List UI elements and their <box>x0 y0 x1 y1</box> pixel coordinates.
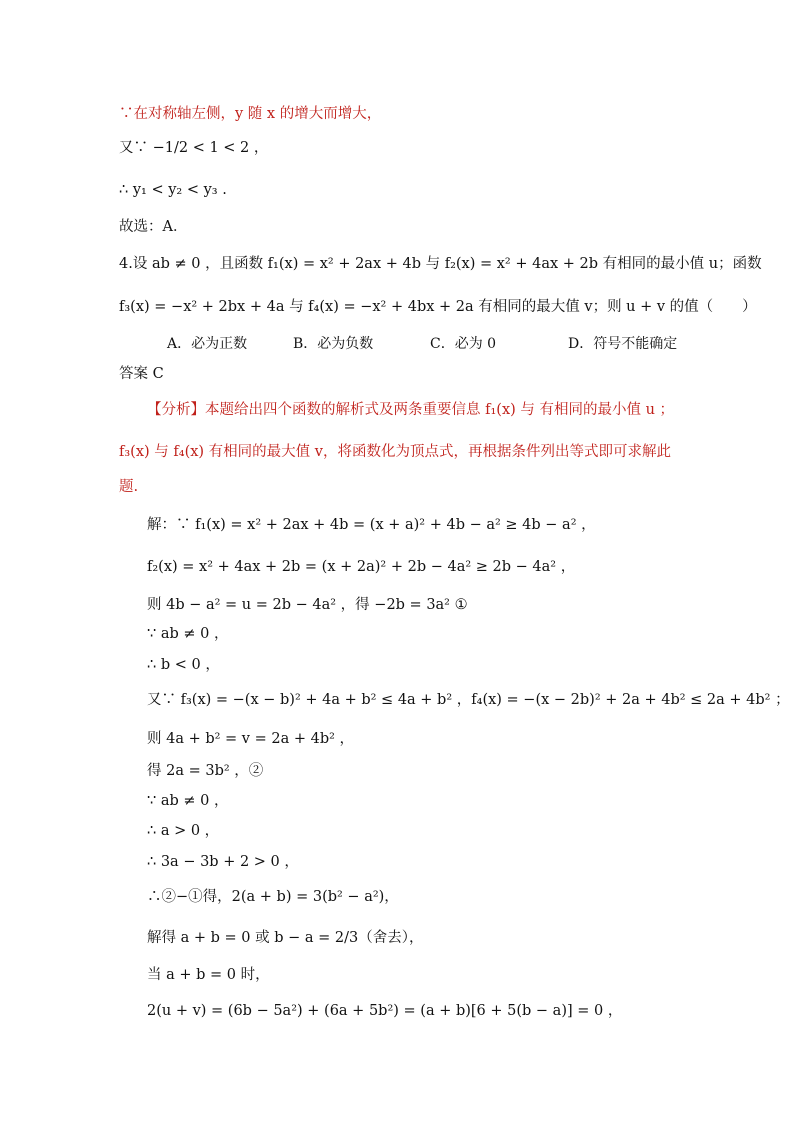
text-line-2: 又∵ −1/2 < 1 < 2 ， <box>119 140 269 156</box>
solution-line-15: 2(u + v) = (6b − 5a²) + (6a + 5b²) = (a + b)[6 + 5(b − a)] = 0 ， <box>147 1003 623 1019</box>
question-stem-line-2: f₃(x) = −x² + 2bx + 4a 与 f₄(x) = −x² + 4bx + 2a 有相同的最大值 v；则 u + v 的值（ ） <box>119 299 757 315</box>
analysis-line-3: 题. <box>119 479 139 495</box>
answer-line: 答案 C <box>119 366 164 382</box>
solution-line-2: f₂(x) = x² + 4ax + 2b = (x + 2a)² + 2b − 4a² ≥ 2b − 4a² ， <box>147 559 576 575</box>
solution-line-3: 则 4b − a² = u = 2b − 4a² ，得 −2b = 3a² ① <box>147 597 468 613</box>
text-line-4: 故选：A． <box>119 219 188 235</box>
choice-a: A．必为正数 <box>167 336 248 352</box>
analysis-line-2: f₃(x) 与 f₄(x) 有相同的最大值 v，将函数化为顶点式，再根据条件列出等式即可求解此 <box>119 444 671 460</box>
choice-b: B．必为负数 <box>293 336 374 352</box>
solution-line-10: ∴ a > 0 ， <box>147 823 220 839</box>
text-line-1: ∵在对称轴左侧，y 随 x 的增大而增大， <box>119 106 382 122</box>
solution-line-8: 得 2a = 3b² ，② <box>147 763 264 779</box>
solution-line-1: 解：∵ f₁(x) = x² + 2ax + 4b = (x + a)² + 4b − a² ≥ 4b − a² ， <box>147 517 596 533</box>
solution-line-7: 则 4a + b² = v = 2a + 4b² ， <box>147 731 355 747</box>
choice-d: D．符号不能确定 <box>568 336 678 352</box>
solution-line-11: ∴ 3a − 3b + 2 > 0 ， <box>147 854 299 870</box>
solution-line-9: ∵ ab ≠ 0 ， <box>147 793 229 809</box>
text-line-3: ∴ y₁ < y₂ < y₃ . <box>119 182 227 198</box>
solution-line-4: ∵ ab ≠ 0 ， <box>147 626 229 642</box>
solution-line-6: 又∵ f₃(x) = −(x − b)² + 4a + b² ≤ 4a + b² ，f₄(x) = −(x − 2b)² + 2a + 4b² ≤ 2a + 4b² ； <box>147 692 790 708</box>
solution-line-12: ∴②−①得，2(a + b) = 3(b² − a²)， <box>147 889 399 905</box>
solution-line-13: 解得 a + b = 0 或 b − a = 2/3（舍去）， <box>147 930 424 946</box>
analysis-line-1: 【分析】本题给出四个函数的解析式及两条重要信息 f₁(x) 与 有相同的最小值 u ； <box>147 402 675 418</box>
solution-line-14: 当 a + b = 0 时， <box>147 967 270 983</box>
choice-c: C．必为 0 <box>430 336 497 352</box>
solution-line-5: ∴ b < 0 ， <box>147 657 220 673</box>
question-stem-line-1: 4.设 ab ≠ 0 ，且函数 f₁(x) = x² + 2ax + 4b 与 f₂(x) = x² + 4ax + 2b 有相同的最小值 u；函数 <box>119 256 762 272</box>
